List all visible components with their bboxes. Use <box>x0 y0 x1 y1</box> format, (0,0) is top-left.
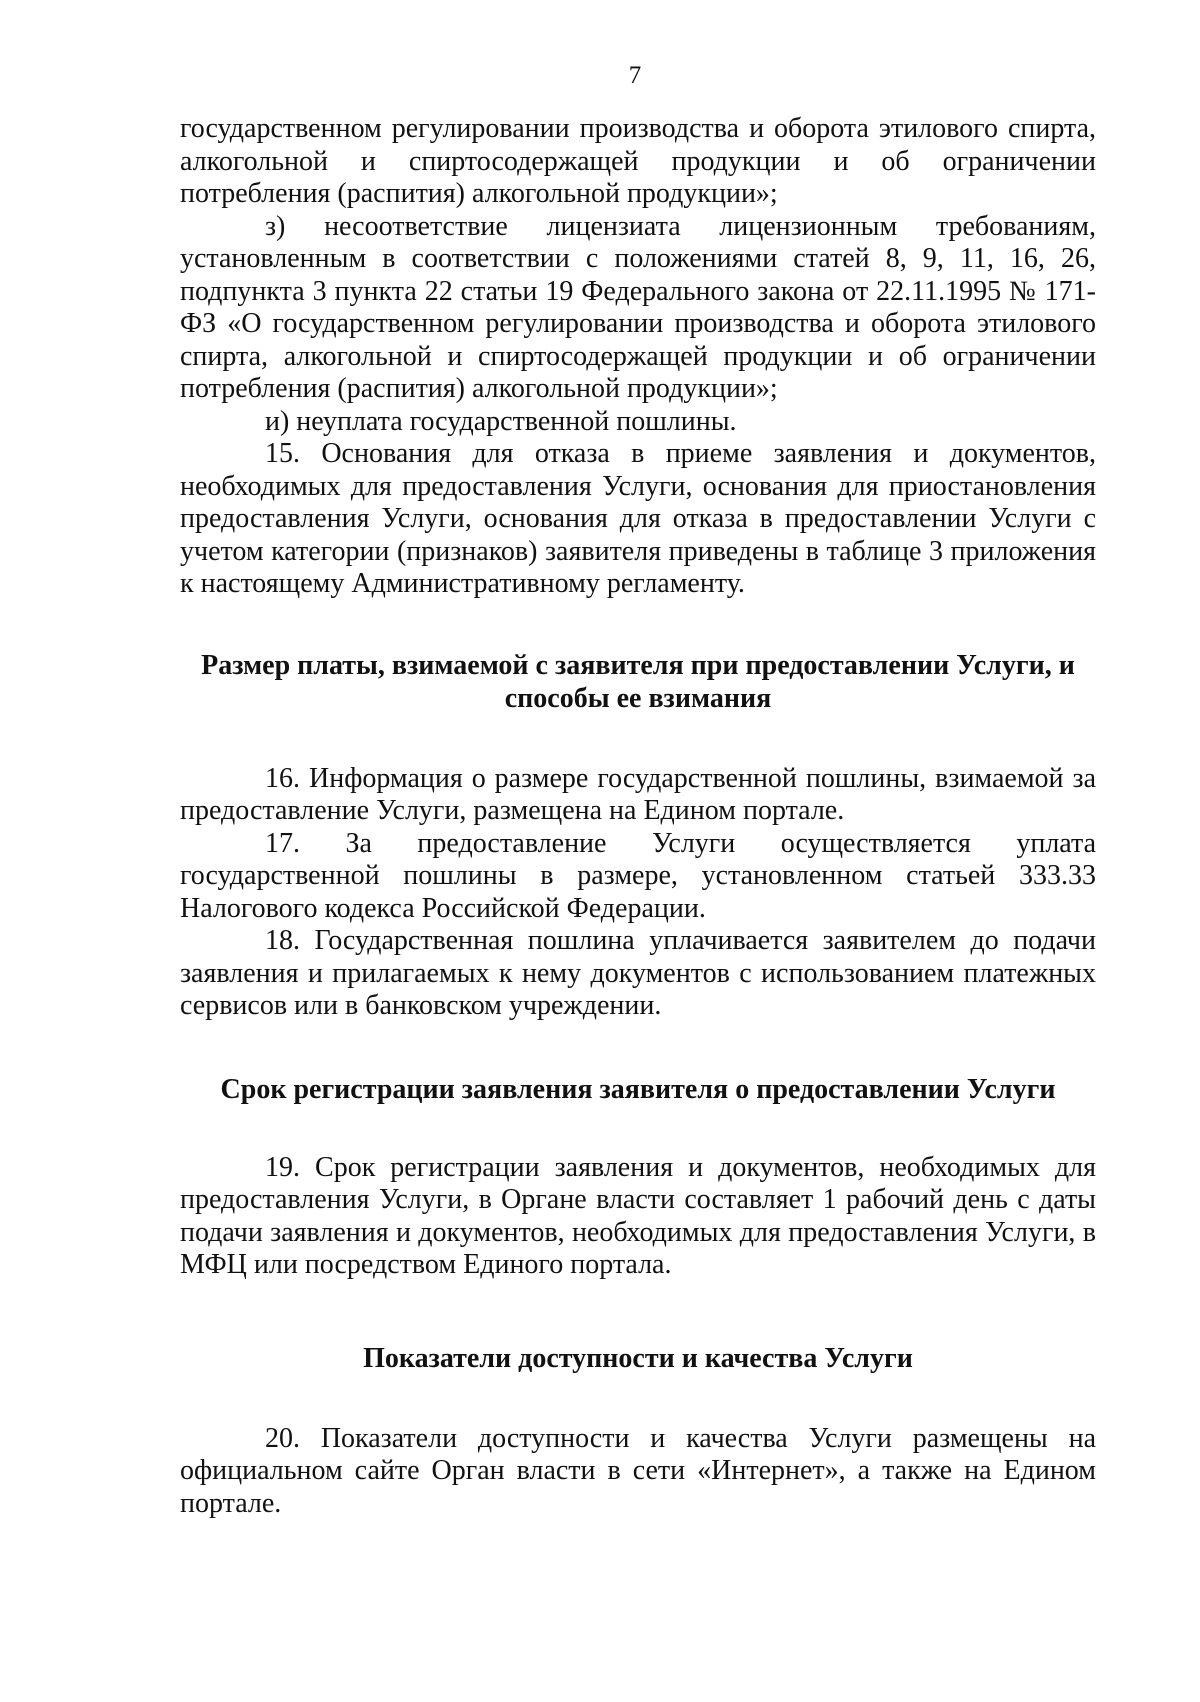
section-heading-registration: Срок регистрации заявления заявителя о предоставлении Услуги <box>220 1073 1056 1105</box>
paragraph-16: 16. Информация о размере государственной пошлины, взимаемой за предоставление Услуги, размещена на Едином портале. <box>180 762 1096 826</box>
section-heading-quality: Показатели доступности и качества Услуги <box>363 1342 913 1374</box>
document-body <box>180 113 1096 1520</box>
paragraph-item-z: з) несоответствие лицензиата лицензионным требованиям, установленным в соответствии с положениями статей 8, 9, 11, 16, 26, подпункта 3 пункта 22 статьи 19 Федерального закона от 22.11.1995 № 171-ФЗ «О государственном регулировании производства и оборота этилового спирта, алкогольной и спиртосодержащей продукции и об ограничении потребления (распития) алкогольной продукции»; <box>180 210 1096 404</box>
paragraph-20: 20. Показатели доступности и качества Услуги размещены на официальном сайте Орган власти в сети «Интернет», а также на Едином портале. <box>180 1422 1096 1519</box>
section-heading-fee: Размер платы, взимаемой с заявителя при предоставлении Услуги, и способы ее взимания <box>201 649 1075 714</box>
paragraph-17: 17. За предоставление Услуги осуществляется уплата государственной пошлины в размере, установленном статьей 333.33 Налогового кодекса Российской Федерации. <box>180 827 1096 924</box>
paragraph-15: 15. Основания для отказа в приеме заявления и документов, необходимых для предоставления Услуги, основания для приостановления предоставления Услуги, основания для отказа в предоставлении Услуги с учетом категории (признаков) заявителя приведены в таблице 3 приложения к настоящему Административному регламенту. <box>180 438 1096 599</box>
paragraph-continuation: государственном регулировании производства и оборота этилового спирта, алкогольной и спиртосодержащей продукции и об ограничении потребления (распития) алкогольной продукции»; <box>180 113 1096 209</box>
page-number: 7 <box>628 62 642 89</box>
paragraph-item-i: и) неуплата государственной пошлины. <box>265 405 737 437</box>
paragraph-18: 18. Государственная пошлина уплачивается заявителем до подачи заявления и прилагаемых к нему документов с использованием платежных сервисов или в банковском учреждении. <box>180 925 1096 1021</box>
paragraph-19: 19. Срок регистрации заявления и документов, необходимых для предоставления Услуги, в Органе власти составляет 1 рабочий день с даты подачи заявления и документов, необходимых для предоставления Услуги, в МФЦ или посредством Единого портала. <box>180 1151 1096 1280</box>
